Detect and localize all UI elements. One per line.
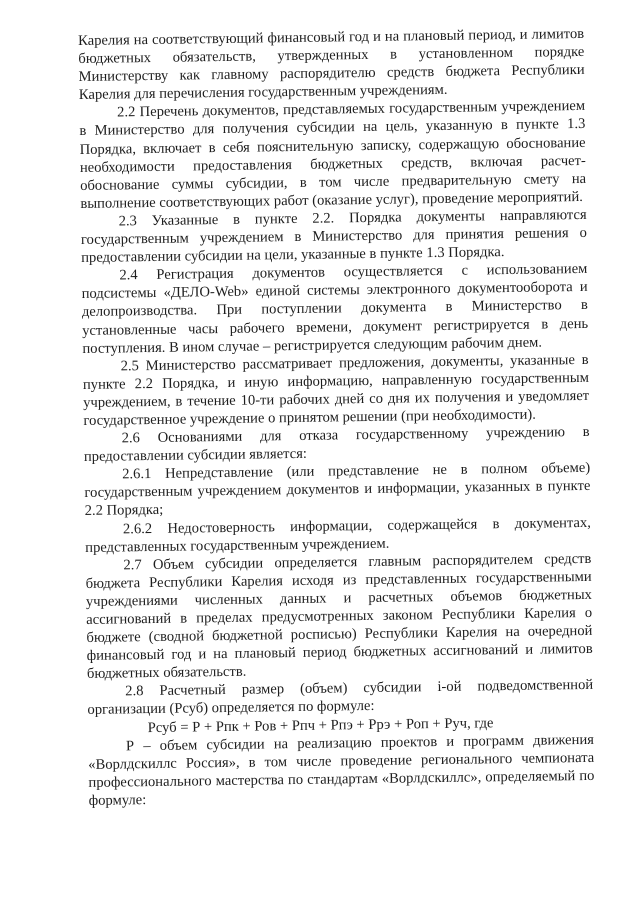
subsidy-formula: Рсуб = Р + Рпк + Ров + Рпч + Рпэ + Ррэ + Роп + Руч, где [147, 714, 494, 736]
paragraph-2-5: 2.5 Министерство рассматривает предложения, документы, указанные в пункте 2.2 Порядка, и иную информацию, направленную государственным учреждением, в течение 10-ти рабочих дней со дня их получения и уведомляет государственное учреждение о принятом решении (при необходимости). [82, 351, 590, 429]
paragraph-2-3: 2.3 Указанные в пункте 2.2. Порядка документы направляются государственным учреждением в Министерство для принятия решения о предоставлении субсидии на цели, указанные в пункте 1.3 Порядка. [80, 206, 587, 267]
document-page [78, 25, 596, 892]
paragraph-2-8: 2.8 Расчетный размер (объем) субсидии i-ой подведомственной организации (Рсуб) определяется по формуле: [87, 677, 594, 719]
paragraph-2-6: 2.6 Основаниями для отказа государственному учреждению в предоставлении субсидии является: [83, 423, 590, 466]
paragraph-2-6-2: 2.6.2 Недостоверность информации, содержащейся в документах, представленных государственным учреждением. [85, 514, 592, 556]
paragraph-p-definition: Р – объем субсидии на реализацию проектов и программ движения «Ворлдскиллс Россия», в том числе проведение регионального чемпионата профессионального мастерства по стандартам «Ворлдскиллс», определяемый по формуле: [88, 731, 595, 809]
paragraph-2-6-1: 2.6.1 Непредставление (или представление не в полном объеме) государственным учреждением документов и информации, указанных в пункте 2.2 Порядка; [84, 460, 591, 520]
paragraph-2-2: 2.2 Перечень документов, представляемых государственным учреждением в Министерство для получения субсидии на цель, указанную в пункте 1.3 Порядка, включает в себя пояснительную записку, содержащую обоснование необходимости предоставления бюджетных средств, включая расчет-обоснование суммы субсидии, в том числе предварительную смету на выполнение соответствующих работ (оказание услуг), проведение мероприятий. [79, 98, 587, 212]
paragraph-continuation: Карелия на соответствующий финансовый год и на плановый период, и лимитов бюджетных обязательств, утвержденных в установленном порядке Министерству как главному распорядителю средств бюджета Республики Карелия для перечисления государственным учреждениям. [78, 25, 585, 104]
paragraph-2-4: 2.4 Регистрация документов осуществляется с использованием подсистемы «ДЕЛО-Web» единой системы электронного документооборота и делопроизводства. При поступлении документа в Министерство в установленные часы рабочего времени, документ регистрируется в день поступления. В ином случае – регистрируется следующим рабочим днем. [81, 261, 589, 357]
paragraph-2-7: 2.7 Объем субсидии определяется главным распорядителем средств бюджета Республики Карелия исходя из представленных государственными учреждениями численных данных и расчетных объемов бюджетных ассигнований в пределах предусмотренных законом Республики Карелия о бюджете (сводной бюджетной росписью) Республики Карелия на очередной финансовый год и на плановый период бюджетных ассигнований и лимитов бюджетных обязательств. [85, 550, 593, 683]
